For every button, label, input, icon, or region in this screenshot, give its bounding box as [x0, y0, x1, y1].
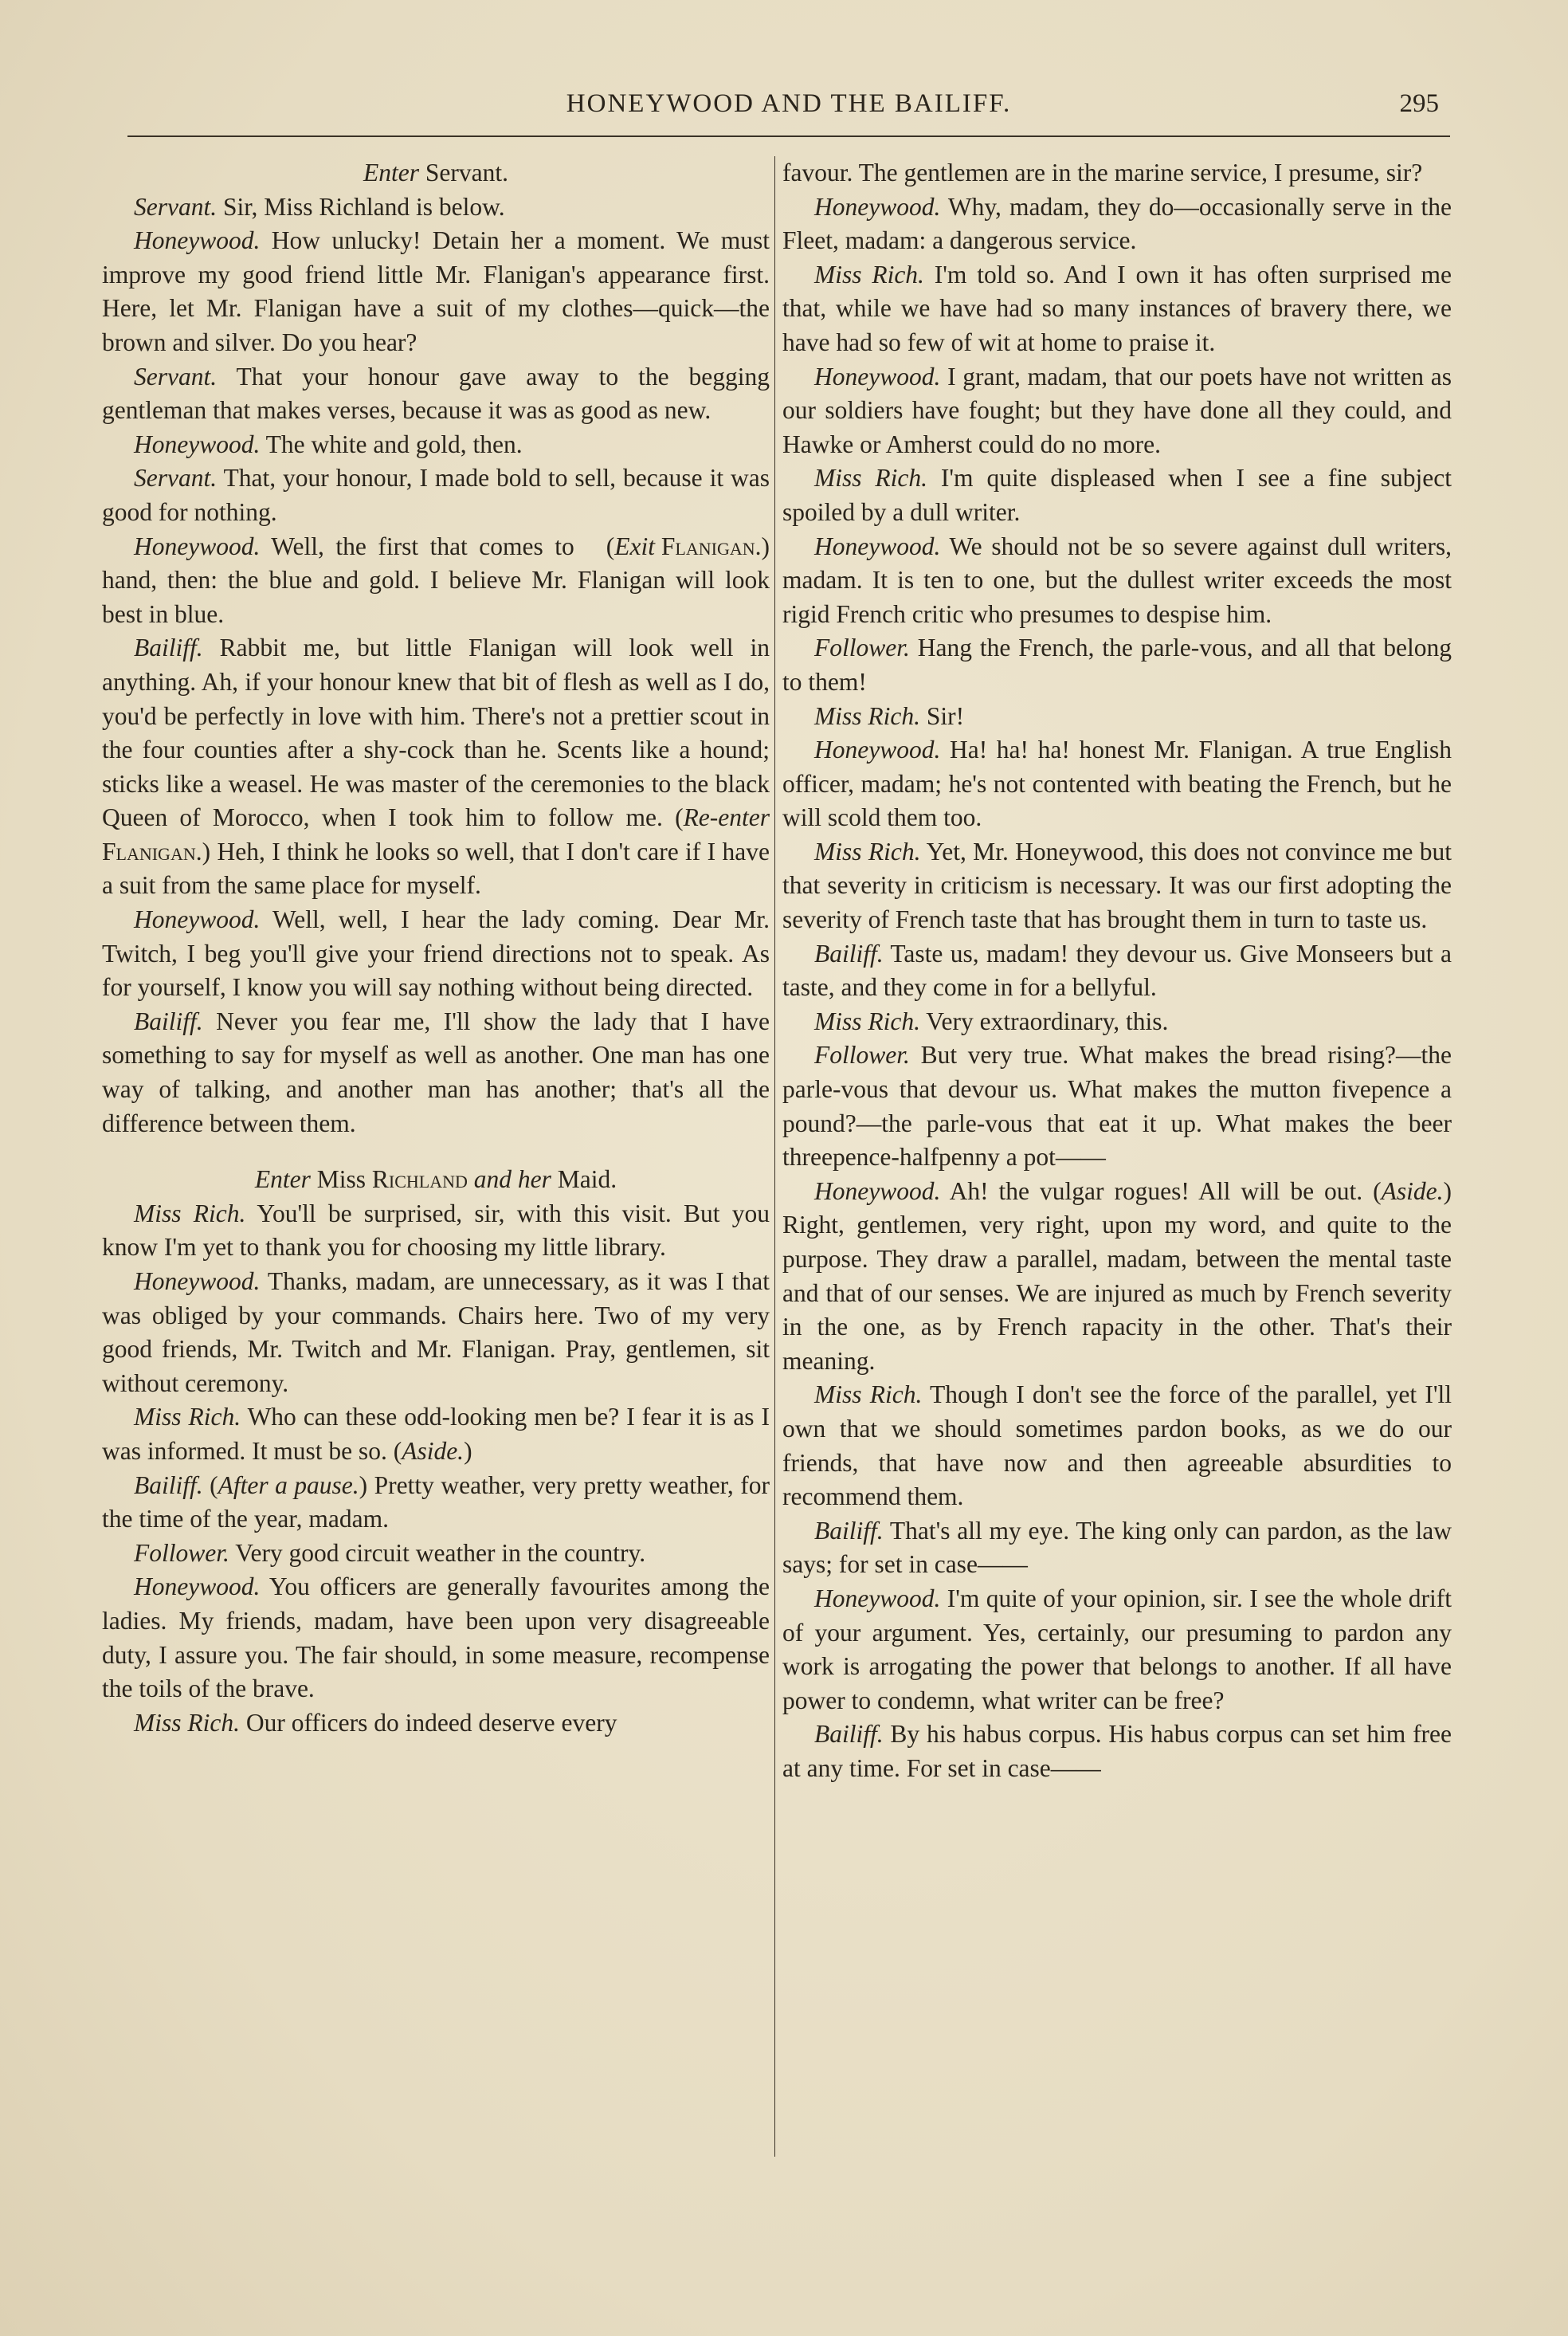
- exit-direction-part: .): [755, 532, 770, 560]
- speaker-name: Miss Rich.: [814, 701, 920, 730]
- dialogue-text: Sir!: [926, 701, 965, 730]
- dialogue-paragraph: [782, 1514, 1452, 1582]
- dialogue-paragraph: [102, 1706, 770, 1741]
- speaker-name: Servant.: [134, 464, 218, 493]
- speaker-name: Miss Rich.: [814, 464, 927, 493]
- dialogue-text: The white and gold, then.: [265, 430, 523, 458]
- speaker-name: Servant.: [134, 362, 218, 391]
- dialogue-paragraph: [102, 224, 770, 359]
- dialogue-text: Well, well, I hear the lady coming. Dear Mr. Twitch, I beg you'll give your friend directions not to speak. As for yourself, I know you will say nothing without being directed.: [102, 905, 770, 1002]
- dialogue-paragraph: [782, 360, 1452, 462]
- dialogue-paragraph: [102, 1537, 770, 1571]
- speaker-name: Honeywood.: [814, 532, 941, 560]
- dialogue-paragraph: [782, 1038, 1452, 1174]
- speaker-name: Bailiff.: [134, 1470, 203, 1499]
- speaker-name: Bailiff.: [814, 939, 884, 968]
- dialogue-paragraph: [102, 631, 770, 903]
- speaker-name: Bailiff.: [814, 1516, 884, 1545]
- stage-direction-part: Miss: [310, 1165, 372, 1194]
- dialogue-paragraph: [102, 530, 770, 632]
- speaker-name: Honeywood.: [134, 430, 261, 458]
- inline-direction-part: ) Pretty weather, very pretty weather, for the time of the year, madam.: [102, 1470, 770, 1533]
- inline-direction-part: (: [662, 803, 684, 832]
- dialogue-paragraph: [782, 1175, 1452, 1379]
- stage-direction-part: [468, 1165, 474, 1193]
- inline-direction-part: After a pause.: [218, 1470, 359, 1499]
- stage-direction-part: Richland: [371, 1165, 468, 1194]
- stage-direction-part: Maid.: [551, 1165, 617, 1194]
- speaker-name: Servant.: [134, 192, 218, 221]
- speaker-name: Miss Rich.: [814, 260, 924, 289]
- dialogue-paragraph: [102, 1570, 770, 1706]
- dialogue-text: Well, the first that comes to hand, then: the blue and gold. I believe Mr. Flanigan will look best in blue.: [102, 532, 770, 628]
- speaker-name: Bailiff.: [134, 1007, 203, 1035]
- dialogue-text: I grant, madam, that our poets have not written as our soldiers have fought; but they have done all they could, and Hawke or Amherst could do no more.: [782, 362, 1452, 458]
- dialogue-text: That, your honour, I made bold to sell, because it was good for nothing.: [102, 464, 770, 526]
- speaker-name: Bailiff.: [134, 634, 203, 662]
- speaker-name: Follower.: [134, 1538, 229, 1567]
- speaker-name: Miss Rich.: [134, 1708, 240, 1737]
- dialogue-text: I'm quite displeased when I see a fine subject spoiled by a dull writer.: [782, 464, 1452, 526]
- inline-direction-part: Re-enter: [683, 803, 770, 832]
- dialogue-text: Ah! the vulgar rogues! All will be out.: [949, 1176, 1363, 1205]
- dialogue-paragraph: [102, 190, 770, 225]
- inline-direction-part: (: [386, 1436, 402, 1465]
- dialogue-paragraph: [782, 733, 1452, 835]
- left-column: [102, 156, 770, 2165]
- dialogue-text: You officers are generally favourites among the ladies. My friends, madam, have been upon very disagreeable duty, I assure you. The fair should, in some measure, recompense the toils of the brave.: [102, 1572, 770, 1703]
- page-number: 295: [1399, 89, 1439, 118]
- dialogue-text: favour. The gentlemen are in the marine service, I presume, sir?: [782, 159, 1423, 186]
- column-divider: [774, 156, 775, 2157]
- dialogue-paragraph: [782, 700, 1452, 734]
- exit-direction: [574, 530, 770, 564]
- dialogue-paragraph: [782, 190, 1452, 258]
- inline-direction-part: ): [464, 1436, 472, 1465]
- speaker-name: Honeywood.: [134, 905, 261, 934]
- speaker-name: Bailiff.: [814, 1720, 884, 1749]
- dialogue-paragraph: [782, 258, 1452, 360]
- dialogue-text: Sir, Miss Richland is below.: [222, 192, 505, 221]
- exit-direction-part: [655, 532, 661, 560]
- dialogue-continuation: [782, 156, 1452, 190]
- dialogue-text: Why, madam, they do—occasionally serve in the Fleet, madam: a dangerous service.: [782, 192, 1452, 255]
- dialogue-text: Rabbit me, but little Flanigan will look well in anything. Ah, if your honour knew that bit of flesh as well as I do, you'd be perfectly in love with him. There's not a prettier scout in the four counties after a shy-cock than he. Scents like a hound; sticks like a weasel. He was master of the ceremonies to the black Queen of Morocco, when I took him to follow me.: [102, 634, 770, 832]
- inline-direction-part: (: [1362, 1176, 1382, 1205]
- exit-direction-part: Exit: [614, 532, 656, 560]
- stage-direction-part: and her: [473, 1165, 551, 1194]
- inline-direction-part: Aside.: [402, 1436, 465, 1465]
- dialogue-text: But very true. What makes the bread rising?—the parle-vous that devour us. What makes the mutton fivepence a pound?—the parle-vous that eat it up. What makes the beer threepence-halfpenny a pot——: [782, 1041, 1452, 1172]
- dialogue-paragraph: [782, 1005, 1452, 1039]
- inline-direction-part: (: [210, 1470, 218, 1499]
- dialogue-text: Ha! ha! ha! honest Mr. Flanigan. A true English officer, madam; he's not contented with beating the French, but he will scold them too.: [782, 736, 1452, 832]
- speaker-name: Follower.: [814, 634, 910, 662]
- dialogue-text: Taste us, madam! they devour us. Give Monseers but a taste, and they come in for a bellyful.: [782, 939, 1452, 1002]
- header-rule: [127, 135, 1450, 137]
- dialogue-text: That your honour gave away to the begging gentleman that makes verses, because it was as good as new.: [102, 362, 770, 425]
- dialogue-text: Hang the French, the parle-vous, and all that belong to them!: [782, 634, 1452, 696]
- speaker-name: Miss Rich.: [134, 1403, 241, 1431]
- dialogue-paragraph: [782, 937, 1452, 1005]
- dialogue-text: Never you fear me, I'll show the lady that I have something to say for myself as well as another. One man has one way of talking, and another man has another; that's all the difference between them.: [102, 1007, 770, 1137]
- exit-direction-part: Flanigan: [661, 532, 755, 560]
- dialogue-text: Very good circuit weather in the country.: [235, 1538, 646, 1567]
- running-title: HONEYWOOD AND THE BAILIFF.: [566, 89, 1012, 118]
- dialogue-paragraph: [782, 461, 1452, 529]
- stage-direction: [102, 1163, 770, 1197]
- speaker-name: Miss Rich.: [814, 1380, 923, 1409]
- dialogue-text: By his habus corpus. His habus corpus can set him free at any time. For set in case——: [782, 1720, 1452, 1782]
- dialogue-paragraph: [782, 1718, 1452, 1785]
- stage-direction-part: Enter: [363, 159, 419, 186]
- dialogue-text: I'm told so. And I own it has often surprised me that, while we have had so many instances of bravery there, we have had so few of wit at home to praise it.: [782, 260, 1452, 356]
- dialogue-paragraph: [782, 631, 1452, 699]
- inline-direction-part: .) Heh, I think he looks so well, that I don't care if I have a suit from the same place for myself.: [102, 837, 770, 900]
- dialogue-paragraph: [102, 428, 770, 462]
- dialogue-text: That's all my eye. The king only can pardon, as the law says; for set in case——: [782, 1516, 1452, 1579]
- running-header: [127, 89, 1450, 137]
- dialogue-paragraph: [102, 903, 770, 1005]
- speaker-name: Miss Rich.: [814, 837, 921, 866]
- dialogue-paragraph: [102, 1469, 770, 1537]
- stage-direction-part: Enter: [254, 1165, 311, 1194]
- dialogue-text: Yet, Mr. Honeywood, this does not convince me but that severity in criticism is necessary. It was our first adopting the severity of French taste that has brought them in turn to taste us.: [782, 837, 1452, 934]
- dialogue-paragraph: [102, 1005, 770, 1141]
- dialogue-paragraph: [782, 1378, 1452, 1513]
- speaker-name: Follower.: [814, 1041, 910, 1070]
- right-column: [782, 156, 1452, 2165]
- speaker-name: Honeywood.: [814, 736, 941, 764]
- inline-direction-part: ) Right, gentlemen, very right, upon my word, and quite to the purpose. They draw a parallel, madam, between the mental taste and that of our senses. We are injured as much by French severity in the one, as by French rapacity in the other. That's their meaning.: [782, 1176, 1452, 1375]
- speaker-name: Honeywood.: [134, 1267, 261, 1295]
- speaker-name: Honeywood.: [134, 532, 261, 560]
- dialogue-text: Though I don't see the force of the parallel, yet I'll own that we should sometimes pardon books, as we do our friends, that have now and then agreeable absurdities to recommend them.: [782, 1380, 1452, 1511]
- speaker-name: Miss Rich.: [134, 1199, 246, 1227]
- dialogue-text: You'll be surprised, sir, with this visit. But you know I'm yet to thank you for choosing my little library.: [102, 1199, 770, 1262]
- speaker-name: Honeywood.: [814, 1584, 941, 1612]
- speaker-name: Honeywood.: [814, 362, 941, 391]
- dialogue-text: Thanks, madam, are unnecessary, as it was I that was obliged by your commands. Chairs here. Two of my very good friends, Mr. Twitch and Mr. Flanigan. Pray, gentlemen, sit without ceremony.: [102, 1267, 770, 1397]
- dialogue-text: We should not be so severe against dull writers, madam. It is ten to one, but the dullest writer exceeds the most rigid French critic who presumes to despise him.: [782, 532, 1452, 628]
- dialogue-paragraph: [782, 835, 1452, 937]
- dialogue-paragraph: [782, 1582, 1452, 1718]
- stage-direction: [102, 156, 770, 190]
- dialogue-paragraph: [102, 1265, 770, 1400]
- dialogue-paragraph: [102, 461, 770, 529]
- dialogue-paragraph: [102, 1197, 770, 1265]
- dialogue-text: I'm quite of your opinion, sir. I see the whole drift of your argument. Yes, certainly, our presuming to pardon any work is arrogating the power that belongs to another. If all have power to condemn, what writer can be free?: [782, 1584, 1452, 1714]
- dialogue-text: Who can these odd-looking men be? I fear it is as I was informed. It must be so.: [102, 1403, 770, 1465]
- exit-direction-part: (: [606, 532, 615, 560]
- speaker-name: Honeywood.: [814, 192, 941, 221]
- dialogue-text: Our officers do indeed deserve every: [245, 1708, 617, 1737]
- inline-direction-part: Flanigan: [102, 837, 196, 866]
- dialogue-text: Very extraordinary, this.: [926, 1007, 1169, 1035]
- dialogue-paragraph: [782, 530, 1452, 632]
- speaker-name: Honeywood.: [814, 1176, 941, 1205]
- stage-direction-part: Servant.: [419, 159, 508, 186]
- inline-direction-part: Aside.: [1381, 1176, 1444, 1205]
- dialogue-text: How unlucky! Detain her a moment. We must improve my good friend little Mr. Flanigan's appearance first. Here, let Mr. Flanigan have a suit of my clothes—quick—the brown and silver. Do you hear?: [102, 226, 770, 356]
- dialogue-paragraph: [102, 1400, 770, 1468]
- speaker-name: Honeywood.: [134, 1572, 261, 1601]
- speaker-name: Honeywood.: [134, 226, 261, 255]
- speaker-name: Miss Rich.: [814, 1007, 920, 1035]
- dialogue-paragraph: [102, 360, 770, 428]
